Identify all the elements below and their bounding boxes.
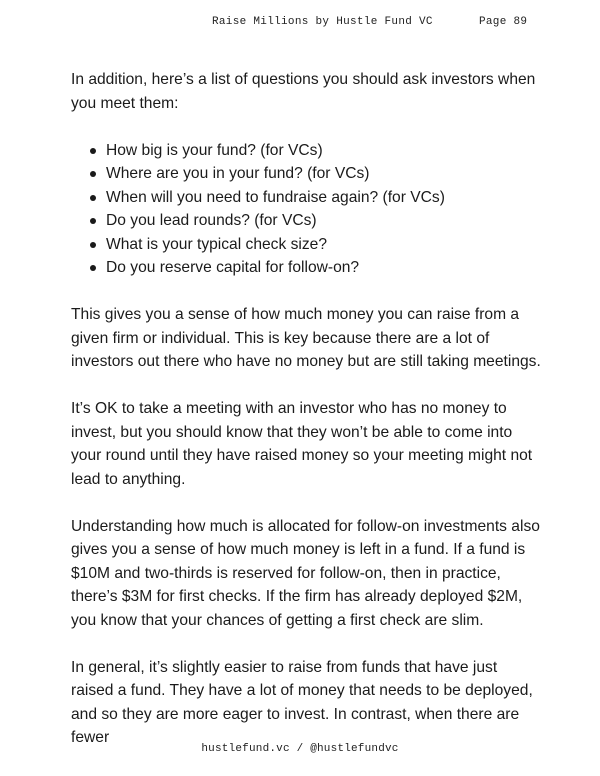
intro-paragraph: In addition, here’s a list of questions you should ask investors when you meet them:	[71, 71, 536, 112]
list-item-text: Where are you in your fund? (for VCs)	[106, 165, 370, 182]
bullet-icon	[90, 265, 96, 271]
running-footer: hustlefund.vc / @hustlefundvc	[201, 743, 399, 755]
bullet-icon	[90, 171, 96, 177]
bullet-icon	[90, 218, 96, 224]
list-item-text: Do you lead rounds? (for VCs)	[106, 212, 317, 229]
bullet-icon	[90, 148, 96, 154]
list-item-text: What is your typical check size?	[106, 235, 327, 253]
list-item	[90, 186, 541, 210]
paragraph-ok-to-meet: It’s OK to take a meeting with an investor who has no money to invest, but you should know that they won’t be able to come into your round until they have raised money so your meeting might not lead to anything.	[71, 400, 533, 488]
list-item-text: Do you reserve capital for follow-on?	[106, 259, 360, 276]
list-item	[90, 139, 541, 163]
list-item-text: When will you need to fundraise again? (for VCs)	[106, 188, 445, 206]
running-header	[0, 16, 600, 34]
list-item	[90, 233, 541, 257]
paragraph-follow-on: Understanding how much is allocated for follow-on investments also gives you a sense of how much money is left in a fund. If a fund is $10M and two-thirds is reserved for follow-on, then in practice, there’s $3M for first checks. If the firm has already deployed $2M, you know that your chances of getting a first check are slim.	[71, 517, 540, 629]
list-item-text: How big is your fund? (for VCs)	[106, 141, 323, 159]
paragraph-new-funds: In general, it’s slightly easier to raise from funds that have just raised a fund. They have a lot of money that needs to be deployed, and so they are more eager to invest. In contrast, when there are fewer	[71, 658, 533, 746]
page-body	[71, 68, 541, 750]
page-number: Page 89	[479, 16, 528, 28]
paragraph-sense-of-money: This gives you a sense of how much money you can raise from a given firm or individual. This is key because there are a lot of investors out there who have no money but are still taking meetings.	[71, 306, 541, 370]
bullet-icon	[90, 195, 96, 201]
list-item	[90, 162, 541, 186]
list-item	[90, 209, 541, 233]
book-title: Raise Millions by Hustle Fund VC	[212, 16, 433, 28]
list-item	[90, 256, 541, 280]
bullet-icon	[90, 242, 96, 248]
investor-questions-list	[71, 139, 541, 280]
